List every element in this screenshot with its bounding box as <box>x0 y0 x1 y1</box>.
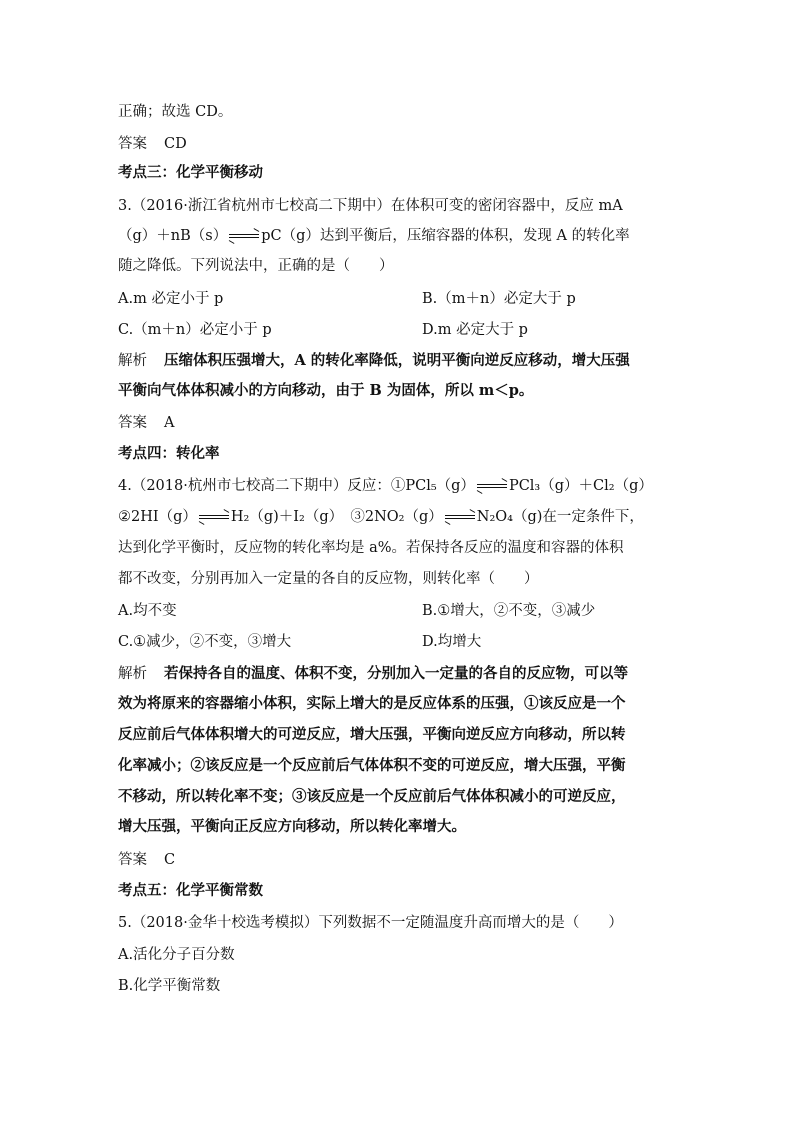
option-a: A.m 必定小于 p <box>118 291 224 307</box>
equilibrium-arrow-icon <box>199 512 229 522</box>
answer-label: 答案 <box>118 415 147 431</box>
answer-label: 答案 <box>118 852 147 868</box>
option-row <box>118 632 678 652</box>
answer-label: 答案 <box>118 136 147 152</box>
equilibrium-arrow-icon <box>445 512 475 522</box>
option-row <box>118 289 678 309</box>
answer-line <box>118 134 187 154</box>
option-row <box>118 601 678 621</box>
option-c: C.（m＋n）必定小于 p <box>118 322 272 338</box>
option-a: A.均不变 <box>118 603 177 619</box>
answer-value: CD <box>164 136 187 152</box>
question-line: 达到化学平衡时，反应物的转化率均是 a%。若保持各反应的温度和容器的体积 <box>118 540 624 556</box>
equation-part: PCl₃（g）＋Cl₂（g） <box>508 478 653 494</box>
section-heading: 考点五：化学平衡常数 <box>118 882 263 899</box>
question-line: 5.（2018·金华十校选考模拟）下列数据不一定随温度升高而增大的是（ ） <box>118 915 623 931</box>
equation-part: H₂（g)＋I₂（g） ③2NO₂（g） <box>230 509 443 525</box>
option-c: C.①减少，②不变，③增大 <box>118 634 292 650</box>
equation-part: （g）＋nB（s） <box>118 228 228 244</box>
analysis-line: 不移动，所以转化率不变；③该反应是一个反应前后气体体积减小的可逆反应， <box>118 788 626 805</box>
equation-part: pC（g）达到平衡后，压缩容器的体积，发现 A 的转化率 <box>261 228 630 244</box>
option-d: D.均增大 <box>422 634 482 650</box>
equation-part: 4.（2018·杭州市七校高二下期中）反应：①PCl₅（g） <box>118 478 475 494</box>
option-d: D.m 必定大于 p <box>422 322 528 338</box>
section-heading: 考点四：转化率 <box>118 445 220 462</box>
option-row <box>118 320 678 340</box>
analysis-line: 增大压强，平衡向正反应方向移动，所以转化率增大。 <box>118 818 466 835</box>
analysis-line: 平衡向气体体积减小的方向移动，由于 B 为固体，所以 m＜p。 <box>118 382 534 399</box>
equilibrium-arrow-icon <box>229 231 259 241</box>
section-heading: 考点三：化学平衡移动 <box>118 164 263 181</box>
analysis-line <box>118 664 628 684</box>
question-line <box>118 476 653 496</box>
question-line <box>118 507 644 527</box>
equation-part: N₂O₄（g)在一定条件下， <box>476 509 644 525</box>
answer-line <box>118 850 175 870</box>
answer-value: A <box>164 415 175 431</box>
question-line: 都不改变，分别再加入一定量的各自的反应物，则转化率（ ） <box>118 571 539 587</box>
analysis-line: 效为将原来的容器缩小体积，实际上增大的是反应体系的压强，①该反应是一个 <box>118 695 626 712</box>
analysis-text: 若保持各自的温度、体积不变，分别加入一定量的各自的反应物，可以等 <box>164 665 628 682</box>
question-line: 随之降低。下列说法中，正确的是（ ） <box>118 258 394 274</box>
analysis-line <box>118 351 630 371</box>
analysis-line: 化率减小；②该反应是一个反应前后气体体积不变的可逆反应，增大压强，平衡 <box>118 757 626 774</box>
text-line: 正确；故选 CD。 <box>118 104 233 120</box>
question-line: 3.（2016·浙江省杭州市七校高二下期中）在体积可变的密闭容器中，反应 mA <box>118 198 623 214</box>
answer-line <box>118 413 174 433</box>
option-b: B.（m＋n）必定大于 p <box>422 291 576 307</box>
equation-part: ②2HI（g） <box>118 509 197 525</box>
analysis-label: 解析 <box>118 666 147 682</box>
analysis-text: 压缩体积压强增大，A 的转化率降低，说明平衡向逆反应移动，增大压强 <box>164 352 630 369</box>
analysis-line: 反应前后气体体积增大的可逆反应，增大压强，平衡向逆反应方向移动，所以转 <box>118 726 626 743</box>
option-b: B.化学平衡常数 <box>118 978 221 994</box>
option-a: A.活化分子百分数 <box>118 947 235 963</box>
answer-value: C <box>164 852 176 868</box>
analysis-label: 解析 <box>118 353 147 369</box>
question-line <box>118 226 630 246</box>
equilibrium-arrow-icon <box>477 481 507 491</box>
option-b: B.①增大，②不变，③减少 <box>422 603 596 619</box>
